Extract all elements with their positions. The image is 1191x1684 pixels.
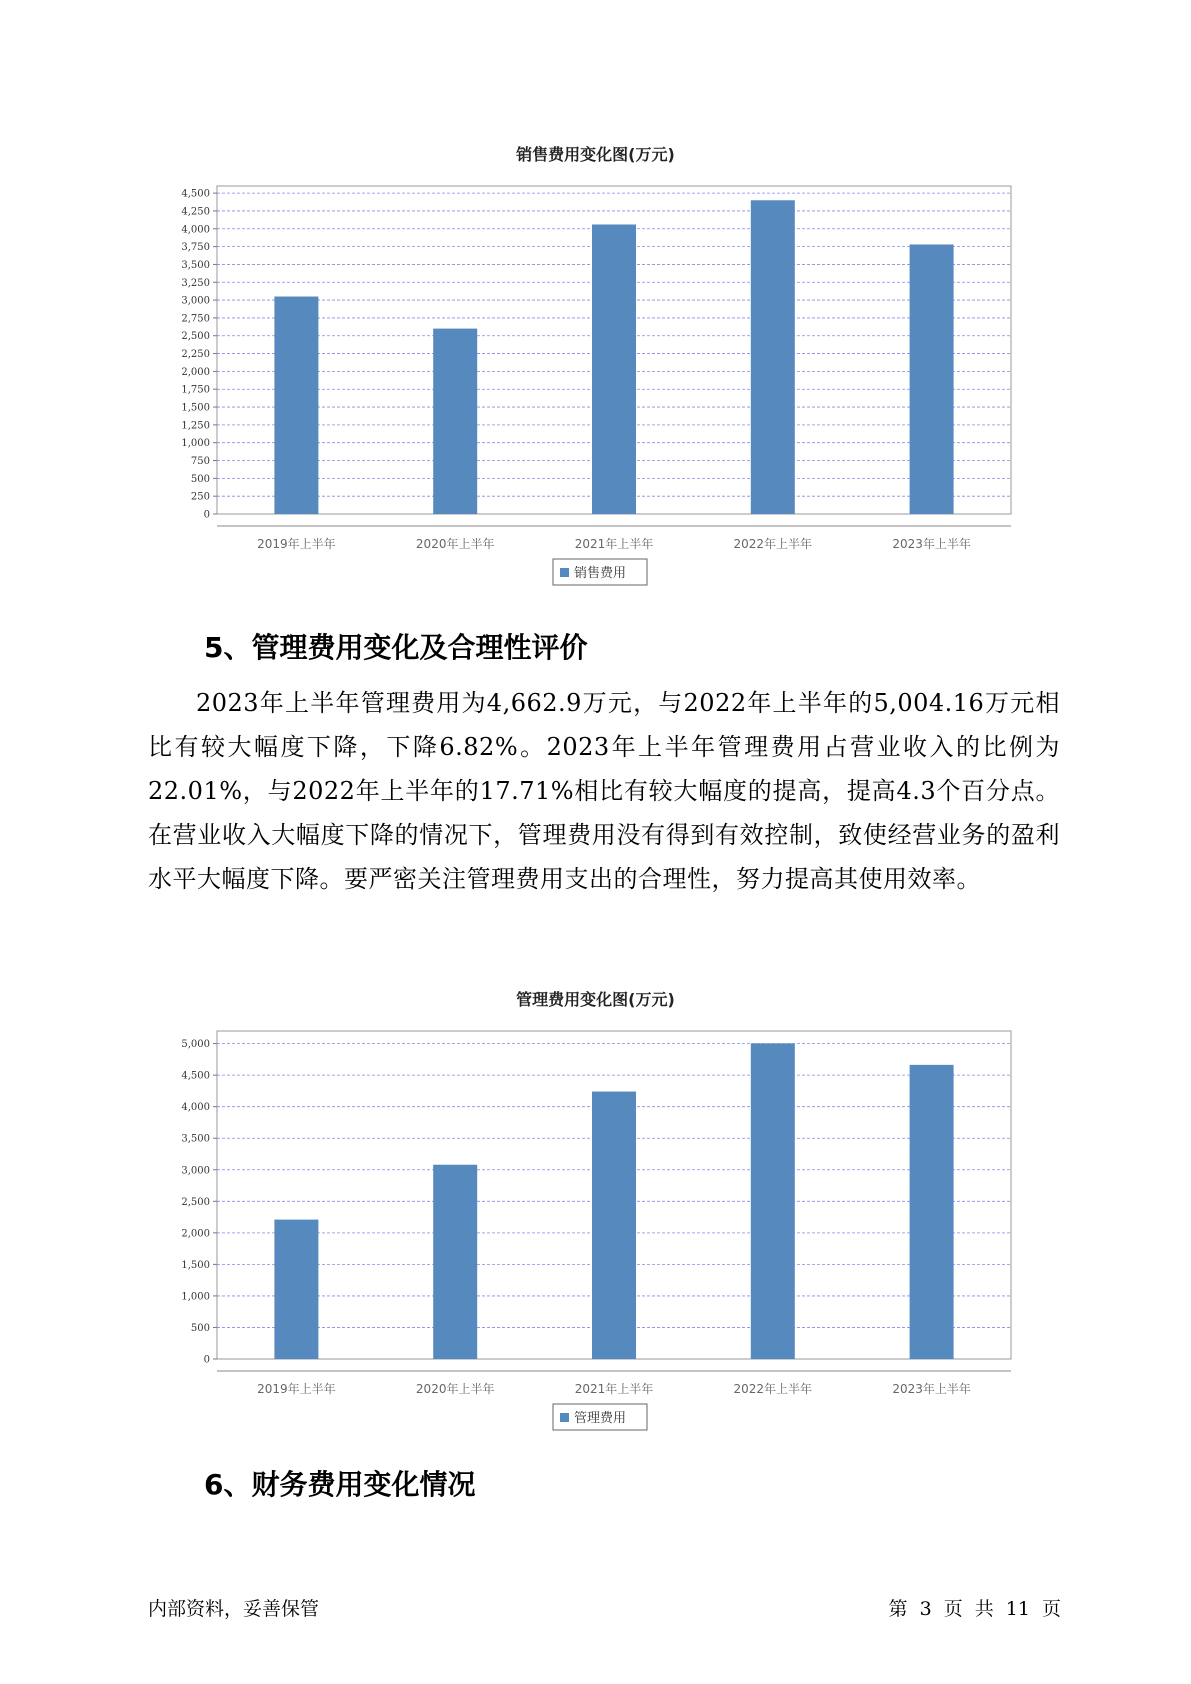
- y-tick-label: 3,000: [181, 1165, 210, 1177]
- footer-confidential-note: 内部资料，妥善保管: [148, 1598, 320, 1620]
- y-tick-label: 2,500: [181, 1196, 210, 1208]
- bar: [433, 1165, 477, 1359]
- bar: [592, 225, 636, 514]
- management-expense-paragraph: 2023年上半年管理费用为4,662.9万元，与2022年上半年的5,004.16万元相比有较大幅度下降，下降6.82%。2023年上半年管理费用占营业收入的比例为22.01%，与2022年上半年的17.71%相比有较大幅度的提高，提高4.3个百分点。在营业收入大幅度下降的情况下，管理费用没有得到有效控制，致使经营业务的盈利水平大幅度下降。要严密关注管理费用支出的合理性，努力提高其使用效率。: [148, 689, 1060, 893]
- x-tick-label: 2021年上半年: [574, 537, 654, 551]
- y-tick-label: 4,000: [181, 224, 210, 236]
- y-tick-label: 2,250: [181, 349, 210, 361]
- legend-swatch: [560, 1413, 569, 1422]
- bar: [751, 1043, 795, 1359]
- legend-label: 管理费用: [574, 1411, 627, 1426]
- y-tick-label: 2,500: [181, 331, 210, 343]
- y-tick-label: 3,750: [181, 242, 210, 254]
- y-tick-label: 1,000: [181, 1291, 210, 1303]
- y-tick-label: 1,000: [181, 438, 210, 450]
- y-tick-label: 750: [190, 456, 210, 468]
- x-tick-label: 2022年上半年: [733, 1382, 813, 1396]
- y-tick-label: 2,000: [181, 1228, 210, 1240]
- y-tick-label: 500: [190, 1322, 210, 1334]
- section-heading-5: 5、管理费用变化及合理性评价: [204, 631, 588, 664]
- y-tick-label: 2,000: [181, 366, 210, 378]
- chart-title: 销售费用变化图(万元): [516, 145, 675, 164]
- legend-label: 销售费用: [574, 566, 627, 581]
- section-heading-6: 6、财务费用变化情况: [204, 1468, 476, 1501]
- y-tick-label: 500: [190, 473, 210, 485]
- bar: [274, 297, 318, 514]
- x-tick-label: 2019年上半年: [257, 537, 336, 551]
- y-tick-label: 1,750: [181, 384, 210, 396]
- y-tick-label: 3,250: [181, 277, 210, 289]
- bar: [910, 244, 954, 514]
- x-tick-label: 2022年上半年: [733, 537, 813, 551]
- bar: [433, 329, 477, 514]
- y-tick-label: 3,500: [181, 1133, 210, 1145]
- bar: [274, 1220, 318, 1359]
- y-tick-label: 1,500: [181, 1259, 210, 1271]
- bar-chart-svg: [0, 130, 1191, 600]
- y-tick-label: 2,750: [181, 313, 210, 325]
- bar-chart-svg: [0, 975, 1191, 1445]
- y-tick-label: 5,000: [181, 1039, 210, 1051]
- management-expense-chart: [0, 975, 1191, 1445]
- x-tick-label: 2023年上半年: [892, 1382, 971, 1396]
- x-tick-label: 2020年上半年: [415, 1382, 495, 1396]
- bar: [910, 1065, 954, 1359]
- footer-page-number: 第 3 页 共 11 页: [888, 1598, 1061, 1620]
- legend-swatch: [560, 568, 569, 577]
- y-tick-label: 0: [203, 509, 210, 521]
- x-tick-label: 2021年上半年: [574, 1382, 654, 1396]
- sales-expense-chart: [0, 130, 1191, 600]
- y-tick-label: 4,500: [181, 188, 210, 200]
- x-tick-label: 2023年上半年: [892, 537, 971, 551]
- y-tick-label: 0: [203, 1354, 210, 1366]
- y-tick-label: 1,250: [181, 420, 210, 432]
- y-tick-label: 3,000: [181, 295, 210, 307]
- chart-title: 管理费用变化图(万元): [516, 990, 675, 1009]
- y-tick-label: 250: [190, 491, 210, 503]
- y-tick-label: 1,500: [181, 402, 210, 414]
- y-tick-label: 4,000: [181, 1102, 210, 1114]
- y-tick-label: 4,250: [181, 206, 210, 218]
- x-tick-label: 2019年上半年: [257, 1382, 336, 1396]
- bar: [592, 1092, 636, 1359]
- x-tick-label: 2020年上半年: [415, 537, 495, 551]
- y-tick-label: 3,500: [181, 259, 210, 271]
- y-tick-label: 4,500: [181, 1070, 210, 1082]
- bar: [751, 200, 795, 514]
